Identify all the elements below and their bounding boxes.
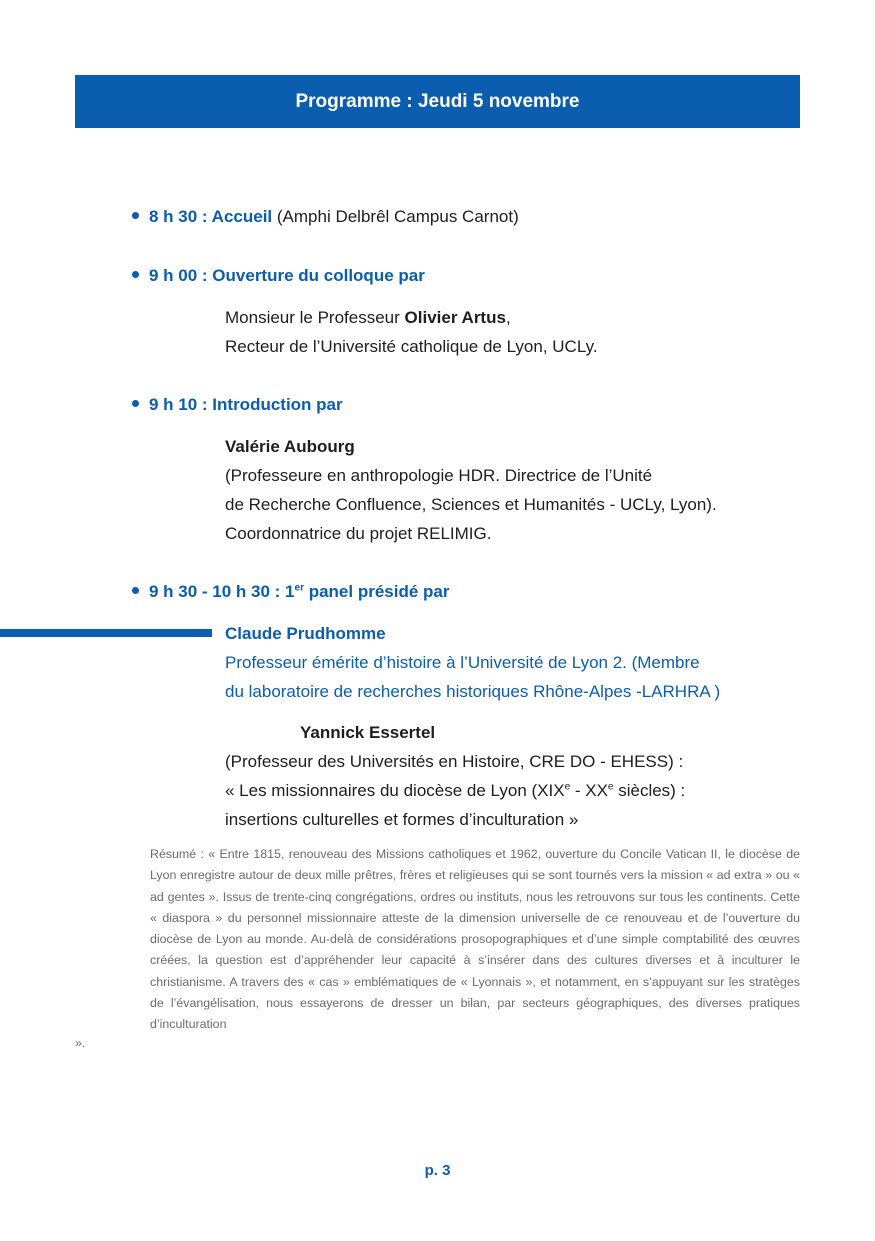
panel-speaker-name: Yannick Essertel bbox=[300, 723, 436, 742]
speaker-name: Valérie Aubourg bbox=[225, 437, 355, 456]
panel-speaker-block bbox=[225, 747, 685, 834]
programme-banner bbox=[75, 75, 800, 128]
chair-name: Claude Prudhomme bbox=[225, 624, 386, 643]
speaker-role: Recteur de l’Université catholique de Lyon, UCLy. bbox=[225, 337, 598, 356]
item-time-label: 9 h 30 - 10 h 30 : 1er panel présidé par bbox=[149, 582, 450, 601]
speaker-role-line: de Recherche Confluence, Sciences et Humanités - UCLy, Lyon). bbox=[225, 495, 717, 514]
page-number: p. 3 bbox=[424, 1162, 451, 1179]
schedule-item-opening bbox=[132, 265, 425, 287]
item-time-label: 9 h 00 : Ouverture du colloque par bbox=[149, 266, 425, 285]
speaker-role-line: (Professeure en anthropologie HDR. Directrice de l’Unité bbox=[225, 466, 653, 485]
accent-bar bbox=[0, 629, 212, 637]
banner-title: Programme : Jeudi 5 novembre bbox=[295, 90, 580, 112]
speaker-name: Olivier Artus bbox=[404, 308, 506, 327]
item-detail: (Amphi Delbrêl Campus Carnot) bbox=[272, 207, 519, 226]
bullet-icon bbox=[132, 271, 139, 278]
bullet-icon bbox=[132, 212, 139, 219]
panel-chair-block bbox=[225, 619, 720, 706]
schedule-item-welcome bbox=[132, 206, 519, 228]
item-time-label: 9 h 10 : Introduction par bbox=[149, 395, 343, 414]
talk-title-line2: insertions culturelles et formes d’inculturation » bbox=[225, 810, 579, 829]
abstract-text: Résumé : « Entre 1815, renouveau des Missions catholiques et 1962, ouverture du Concile Vatican II, le diocèse de Lyon enregistre autour de deux mille prêtres, frères et religieuses qui se sont tournés vers la mission « ad extra » ou « ad gentes ». Issus de trente-cinq congrégations, ordres ou instituts, nous les retrouvons sur tous les continents. Cette « diaspora » du personnel missionnaire atteste de la dimension universelle de ce renouveau et de l’ouverture du diocèse de Lyon au monde. Au-delà de considérations prosopographiques et d’une simple comptabilité des œuvres créées, la question est d’appréhender leur capacité à s’insérer dans des cultures diverses et à inculturer le christianisme. A travers des « cas » emblématiques de « Lyonnais », et notamment, en s’appuyant sur les stratèges de l’évangélisation, nous essayerons de dresser un bilan, par secteurs géographiques, des diverses pratiques d’inculturation bbox=[150, 847, 800, 1032]
talk-title-line1: « Les missionnaires du diocèse de Lyon (XIXe - XXe siècles) : bbox=[225, 781, 686, 800]
chair-role-line: du laboratoire de recherches historiques Rhône-Alpes -LARHRA ) bbox=[225, 682, 721, 701]
speaker-title: Monsieur le Professeur bbox=[225, 308, 405, 327]
abstract-end: ». bbox=[75, 1036, 86, 1050]
schedule-item-panel-1 bbox=[132, 581, 449, 603]
bullet-icon bbox=[132, 587, 139, 594]
speaker-comma: , bbox=[505, 308, 511, 327]
item-time-label: 8 h 30 : Accueil bbox=[149, 207, 273, 226]
bullet-icon bbox=[132, 400, 139, 407]
opening-speaker-block bbox=[225, 303, 598, 361]
speaker-role-line: Coordonnatrice du projet RELIMIG. bbox=[225, 524, 492, 543]
schedule-item-introduction bbox=[132, 394, 343, 416]
speaker-role: (Professeur des Universités en Histoire, CRE DO - EHESS) : bbox=[225, 752, 684, 771]
introduction-speaker-block bbox=[225, 432, 717, 548]
chair-role-line: Professeur émérite d’histoire à l’Université de Lyon 2. (Membre bbox=[225, 653, 700, 672]
